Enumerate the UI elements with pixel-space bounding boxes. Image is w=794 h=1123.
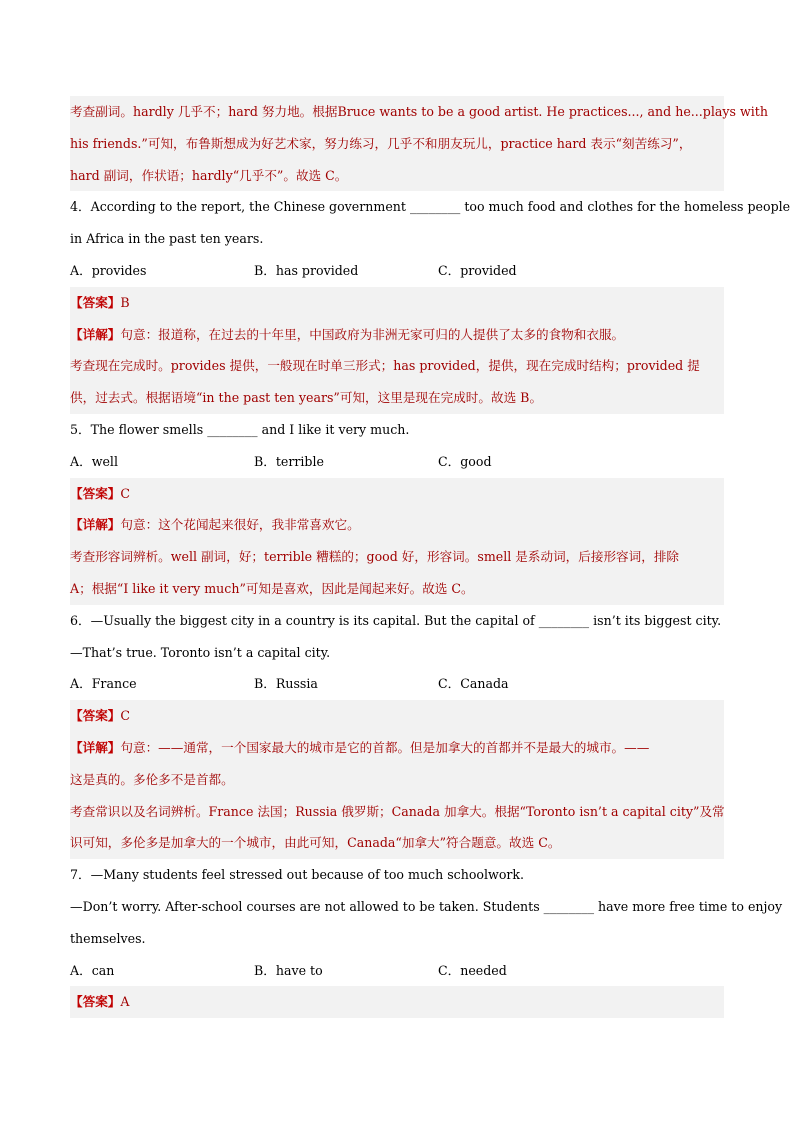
q6-option-a: A．France [70,676,137,692]
q6-detail-text-1: 句意：——通常，一个国家最大的城市是它的首都。但是加拿大的首都并不是最大的城市。—— [120,739,650,755]
q5-detail-text-1: 句意：这个花闻起来很好，我非常喜欢它。 [120,517,360,533]
q7-answer-block [70,986,724,1018]
q5-detail-line-1 [70,509,724,541]
q4-option-b: B．has provided [254,262,359,278]
q7-options [70,955,724,987]
q4-detail-line-3: 供，过去式。根据语境“in the past ten years”可知，这里是现在完成时。故选 B。 [70,390,543,406]
q4-detail-line-1 [70,319,724,351]
q7-stem-line-2: —Don’t worry. After-school courses are not allowed to be taken. Students ________ have more free time to enjoy [70,898,783,914]
q6-option-c: C．Canada [438,676,509,692]
q5-answer-line [70,478,724,510]
question-5 [70,414,724,478]
q4-detail-label: 【详解】 [70,326,121,342]
q7-stem-line-1: 7．—Many students feel stressed out because of too much schoolwork. [70,867,525,883]
q4-answer-block [70,287,724,414]
q7-option-c: C．needed [438,962,507,978]
q3-detail-line-3: hard 副词，作状语；hardly“几乎不”。故选 C。 [70,167,348,183]
q5-option-b: B．terrible [254,453,324,469]
q6-options [70,668,724,700]
question-7 [70,859,783,986]
q3-detail-line-2: his friends.”可知，布鲁斯想成为好艺术家，努力练习，几乎不和朋友玩儿，practice hard 表示“刻苦练习”， [70,135,692,151]
q4-answer-line [70,287,724,319]
q5-stem-line-1: 5．The flower smells ________ and I like it very much. [70,421,410,437]
q6-answer-line [70,700,724,732]
q6-detail-line-1 [70,732,724,764]
q4-detail-line-2: 考查现在完成时。provides 提供，一般现在时单三形式；has provided，提供，现在完成时结构；provided 提 [70,358,700,374]
q6-answer-block [70,700,724,859]
q5-detail-line-3: A；根据“I like it very much”可知是喜欢，因此是闻起来好。故选 C。 [70,580,474,596]
q6-answer-label: 【答案】 [70,708,121,724]
q7-answer-line [70,986,724,1018]
q5-detail-label: 【详解】 [70,517,121,533]
q5-option-c: C．good [438,453,492,469]
q3-detail-block [70,96,768,191]
q4-stem-line-1: 4．According to the report, the Chinese government ________ too much food and clothes for the homeless people [70,199,791,215]
q5-answer-label: 【答案】 [70,485,121,501]
q5-answer: C [120,485,131,501]
q5-option-a: A．well [70,453,118,469]
q7-option-b: B．have to [254,962,323,978]
q4-options [70,255,724,287]
q6-detail-line-3: 考查常识以及名词辨析。France 法国；Russia 俄罗斯；Canada 加拿大。根据“Toronto isn’t a capital city”及常 [70,803,725,819]
q4-answer: B [120,294,130,310]
q6-option-b: B．Russia [254,676,318,692]
q7-stem-line-3: themselves. [70,930,146,946]
q4-option-a: A．provides [70,262,147,278]
q6-stem-line-2: —That’s true. Toronto isn’t a capital city. [70,644,331,660]
q6-stem-line-1: 6．—Usually the biggest city in a country is its capital. But the capital of ________ isn’t its biggest city. [70,612,722,628]
q4-answer-label: 【答案】 [70,294,121,310]
question-4 [70,191,791,286]
q5-answer-block [70,478,724,605]
q6-detail-label: 【详解】 [70,739,121,755]
question-6 [70,605,724,700]
q5-detail-line-2: 考查形容词辨析。well 副词，好；terrible 糟糕的；good 好，形容词。smell 是系动词，后接形容词，排除 [70,549,680,565]
worksheet-page [70,96,791,1018]
q5-options [70,446,724,478]
q3-detail-line-1: 考查副词。hardly 几乎不；hard 努力地。根据Bruce wants to be a good artist. He practices..., and he...plays with [70,104,768,119]
q7-answer: A [120,994,130,1010]
q6-detail-line-4: 识可知，多伦多是加拿大的一个城市，由此可知，Canada“加拿大”符合题意。故选 C。 [70,835,561,851]
q7-answer-label: 【答案】 [70,994,121,1010]
q4-detail-text-1: 句意：报道称，在过去的十年里，中国政府为非洲无家可归的人提供了太多的食物和衣服。 [120,326,625,342]
q4-option-c: C．provided [438,262,517,278]
q7-option-a: A．can [70,962,115,978]
q4-stem-line-2: in Africa in the past ten years. [70,231,264,247]
q6-answer: C [120,708,131,724]
q6-detail-line-2: 这是真的。多伦多不是首都。 [70,771,234,787]
